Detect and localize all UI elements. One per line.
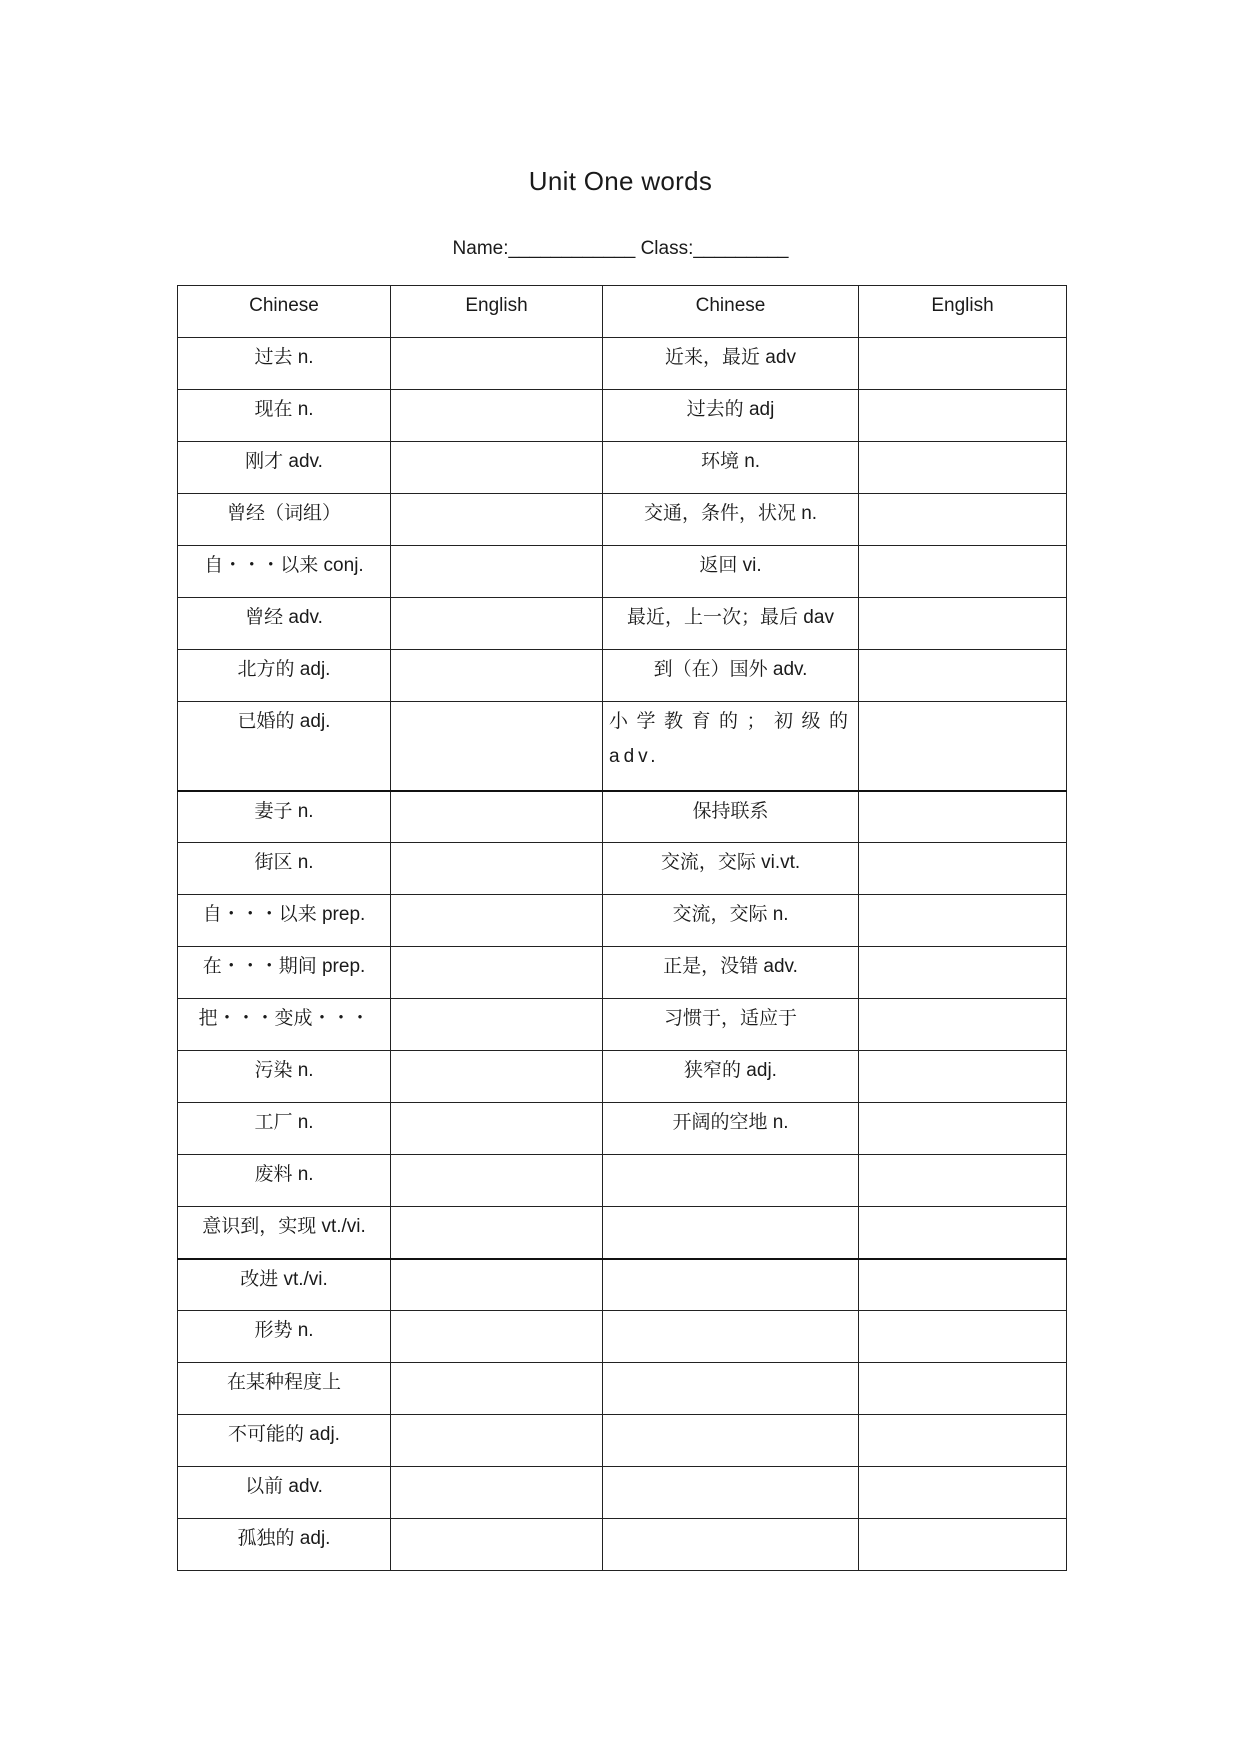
table-row	[178, 1103, 1067, 1155]
english-answer-cell[interactable]	[391, 1415, 603, 1467]
english-answer-cell[interactable]	[859, 598, 1067, 650]
chinese-cell: 开阔的空地 n.	[603, 1103, 859, 1155]
english-answer-cell[interactable]	[391, 1259, 603, 1311]
table-row	[178, 702, 1067, 791]
english-answer-cell[interactable]	[859, 1415, 1067, 1467]
chinese-cell: 污染 n.	[178, 1051, 391, 1103]
chinese-cell: 已婚的 adj.	[178, 702, 391, 791]
english-answer-cell[interactable]	[391, 1467, 603, 1519]
table-row	[178, 442, 1067, 494]
table-row	[178, 650, 1067, 702]
chinese-cell: 改进 vt./vi.	[178, 1259, 391, 1311]
header-english-left: English	[391, 286, 603, 338]
chinese-cell	[603, 1207, 859, 1259]
table-row	[178, 1467, 1067, 1519]
chinese-cell: 环境 n.	[603, 442, 859, 494]
chinese-cell: 不可能的 adj.	[178, 1415, 391, 1467]
chinese-cell	[603, 1415, 859, 1467]
table-row	[178, 1363, 1067, 1415]
english-answer-cell[interactable]	[859, 442, 1067, 494]
chinese-cell: 交流，交际 n.	[603, 895, 859, 947]
page-title: Unit One words	[528, 166, 713, 196]
chinese-cell: 保持联系	[603, 791, 859, 843]
vocabulary-table	[177, 285, 1067, 1571]
english-answer-cell[interactable]	[859, 546, 1067, 598]
english-answer-cell[interactable]	[391, 1103, 603, 1155]
english-answer-cell[interactable]	[859, 1519, 1067, 1571]
english-answer-cell[interactable]	[859, 947, 1067, 999]
table-row	[178, 791, 1067, 843]
chinese-cell: 北方的 adj.	[178, 650, 391, 702]
english-answer-cell[interactable]	[859, 1259, 1067, 1311]
table-row	[178, 390, 1067, 442]
table-row	[178, 546, 1067, 598]
table-row	[178, 895, 1067, 947]
english-answer-cell[interactable]	[859, 1207, 1067, 1259]
english-answer-cell[interactable]	[391, 999, 603, 1051]
chinese-cell: 自・・・以来 conj.	[178, 546, 391, 598]
chinese-cell	[603, 1519, 859, 1571]
chinese-cell	[603, 1311, 859, 1363]
name-class-line: Name:____________ Class:_________	[452, 238, 789, 259]
chinese-cell: 自・・・以来 prep.	[178, 895, 391, 947]
chinese-cell: 习惯于，适应于	[603, 999, 859, 1051]
english-answer-cell[interactable]	[391, 843, 603, 895]
english-answer-cell[interactable]	[391, 1311, 603, 1363]
chinese-cell: 正是，没错 adv.	[603, 947, 859, 999]
table-row	[178, 338, 1067, 390]
table-row	[178, 999, 1067, 1051]
english-answer-cell[interactable]	[391, 1363, 603, 1415]
chinese-cell: 街区 n.	[178, 843, 391, 895]
chinese-cell: 在某种程度上	[178, 1363, 391, 1415]
chinese-cell	[603, 1259, 859, 1311]
english-answer-cell[interactable]	[859, 791, 1067, 843]
english-answer-cell[interactable]	[859, 494, 1067, 546]
table-row	[178, 947, 1067, 999]
chinese-cell: 到（在）国外 adv.	[603, 650, 859, 702]
chinese-cell	[603, 1155, 859, 1207]
english-answer-cell[interactable]	[859, 1051, 1067, 1103]
english-answer-cell[interactable]	[859, 650, 1067, 702]
english-answer-cell[interactable]	[859, 895, 1067, 947]
english-answer-cell[interactable]	[859, 999, 1067, 1051]
chinese-cell: 以前 adv.	[178, 1467, 391, 1519]
chinese-cell: 孤独的 adj.	[178, 1519, 391, 1571]
chinese-cell: 现在 n.	[178, 390, 391, 442]
english-answer-cell[interactable]	[859, 1155, 1067, 1207]
chinese-cell: 曾经 adv.	[178, 598, 391, 650]
table-row	[178, 1155, 1067, 1207]
table-row	[178, 1415, 1067, 1467]
table-row	[178, 494, 1067, 546]
chinese-cell: 废料 n.	[178, 1155, 391, 1207]
english-answer-cell[interactable]	[859, 702, 1067, 791]
english-answer-cell[interactable]	[859, 1363, 1067, 1415]
english-answer-cell[interactable]	[859, 843, 1067, 895]
english-answer-cell[interactable]	[391, 442, 603, 494]
table-row	[178, 843, 1067, 895]
chinese-cell: 妻子 n.	[178, 791, 391, 843]
english-answer-cell[interactable]	[391, 338, 603, 390]
english-answer-cell[interactable]	[859, 1311, 1067, 1363]
chinese-cell: 形势 n.	[178, 1311, 391, 1363]
chinese-cell: 意识到，实现 vt./vi.	[178, 1207, 391, 1259]
english-answer-cell[interactable]	[391, 598, 603, 650]
english-answer-cell[interactable]	[391, 1519, 603, 1571]
english-answer-cell[interactable]	[859, 1103, 1067, 1155]
english-answer-cell[interactable]	[391, 791, 603, 843]
english-answer-cell[interactable]	[391, 702, 603, 791]
english-answer-cell[interactable]	[859, 1467, 1067, 1519]
table-row	[178, 1519, 1067, 1571]
english-answer-cell[interactable]	[391, 650, 603, 702]
english-answer-cell[interactable]	[859, 390, 1067, 442]
chinese-cell	[603, 1467, 859, 1519]
table-row	[178, 1207, 1067, 1259]
chinese-cell: 交通，条件，状况 n.	[603, 494, 859, 546]
table-row	[178, 1051, 1067, 1103]
chinese-cell: 小学教育的；初级的 adv.	[603, 702, 859, 791]
chinese-cell: 把・・・变成・・・	[178, 999, 391, 1051]
chinese-cell	[603, 1363, 859, 1415]
english-answer-cell[interactable]	[391, 546, 603, 598]
english-answer-cell[interactable]	[391, 895, 603, 947]
chinese-cell: 过去 n.	[178, 338, 391, 390]
chinese-cell: 工厂 n.	[178, 1103, 391, 1155]
chinese-cell: 过去的 adj	[603, 390, 859, 442]
header-chinese-right: Chinese	[603, 286, 859, 338]
chinese-cell: 最近，上一次；最后 dav	[603, 598, 859, 650]
header-chinese-left: Chinese	[178, 286, 391, 338]
english-answer-cell[interactable]	[391, 390, 603, 442]
chinese-cell: 近来，最近 adv	[603, 338, 859, 390]
table-row	[178, 1259, 1067, 1311]
english-answer-cell[interactable]	[391, 1207, 603, 1259]
table-row	[178, 1311, 1067, 1363]
header-english-right: English	[859, 286, 1067, 338]
english-answer-cell[interactable]	[391, 494, 603, 546]
table-row	[178, 598, 1067, 650]
english-answer-cell[interactable]	[391, 947, 603, 999]
chinese-cell: 刚才 adv.	[178, 442, 391, 494]
english-answer-cell[interactable]	[391, 1051, 603, 1103]
chinese-cell: 在・・・期间 prep.	[178, 947, 391, 999]
chinese-cell: 曾经（词组）	[178, 494, 391, 546]
english-answer-cell[interactable]	[859, 338, 1067, 390]
chinese-cell: 交流，交际 vi.vt.	[603, 843, 859, 895]
chinese-cell: 返回 vi.	[603, 546, 859, 598]
chinese-cell: 狭窄的 adj.	[603, 1051, 859, 1103]
english-answer-cell[interactable]	[391, 1155, 603, 1207]
table-header-row	[178, 286, 1067, 338]
